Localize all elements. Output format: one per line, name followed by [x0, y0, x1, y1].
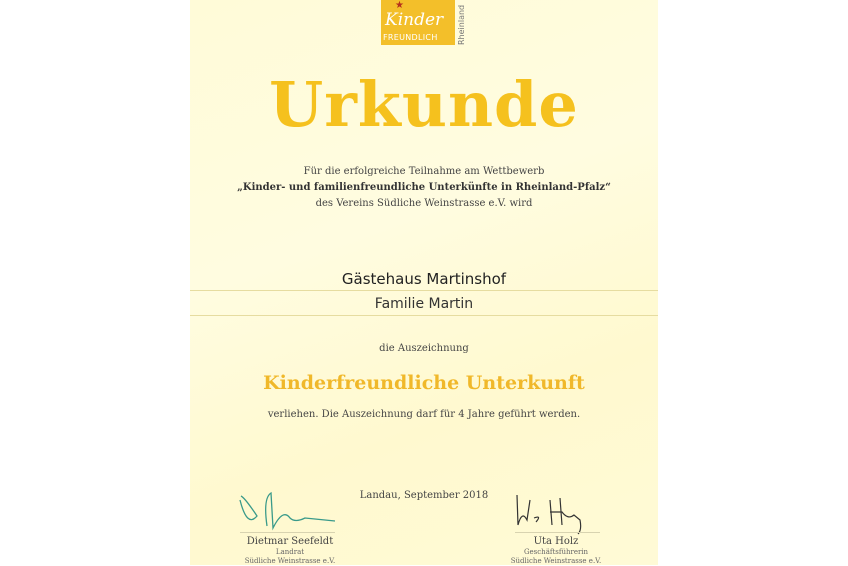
- signer-1: [215, 536, 365, 566]
- signature-seefeldt: [235, 488, 345, 533]
- award-note: verliehen. Die Auszeichnung darf für 4 Jahre geführt werden.: [267, 409, 581, 420]
- signer-org: Südliche Weinstrasse e.V.: [510, 557, 602, 565]
- divider: [190, 315, 658, 316]
- place-date: Landau, September 2018: [359, 490, 489, 501]
- signer-2: [481, 536, 631, 566]
- signer-role: Landrat: [275, 548, 305, 556]
- signer-role: Geschäftsführerin: [523, 548, 589, 556]
- logo-sub: FREUNDLICH: [383, 33, 438, 42]
- award-intro: die Auszeichnung: [379, 343, 469, 354]
- logo-side: Rheinland: [457, 4, 466, 45]
- signature-holz: [512, 490, 592, 535]
- divider: [190, 290, 658, 291]
- recipient-family: Familie Martin: [374, 296, 474, 312]
- signer-name: Dietmar Seefeldt: [246, 536, 334, 547]
- signer-name: Uta Holz: [533, 536, 579, 547]
- logo-text: Kinder: [385, 10, 444, 30]
- kinderfreundlich-logo: [381, 0, 466, 45]
- intro-line-3: des Vereins Südliche Weinstrasse e.V. wird: [315, 198, 533, 209]
- signer-org: Südliche Weinstrasse e.V.: [244, 557, 336, 565]
- intro-line-2: „Kinder- und familienfreundliche Unterkünfte in Rheinland-Pfalz“: [237, 182, 611, 193]
- recipient-name: Gästehaus Martinshof: [341, 270, 507, 288]
- star-icon: ★: [395, 0, 404, 11]
- award-title: Kinderfreundliche Unterkunft: [263, 372, 585, 394]
- signature-line: [515, 532, 600, 533]
- signature-line: [240, 532, 335, 533]
- certificate-title: Urkunde: [269, 68, 579, 141]
- intro-line-1: Für die erfolgreiche Teilnahme am Wettbewerb: [303, 166, 545, 177]
